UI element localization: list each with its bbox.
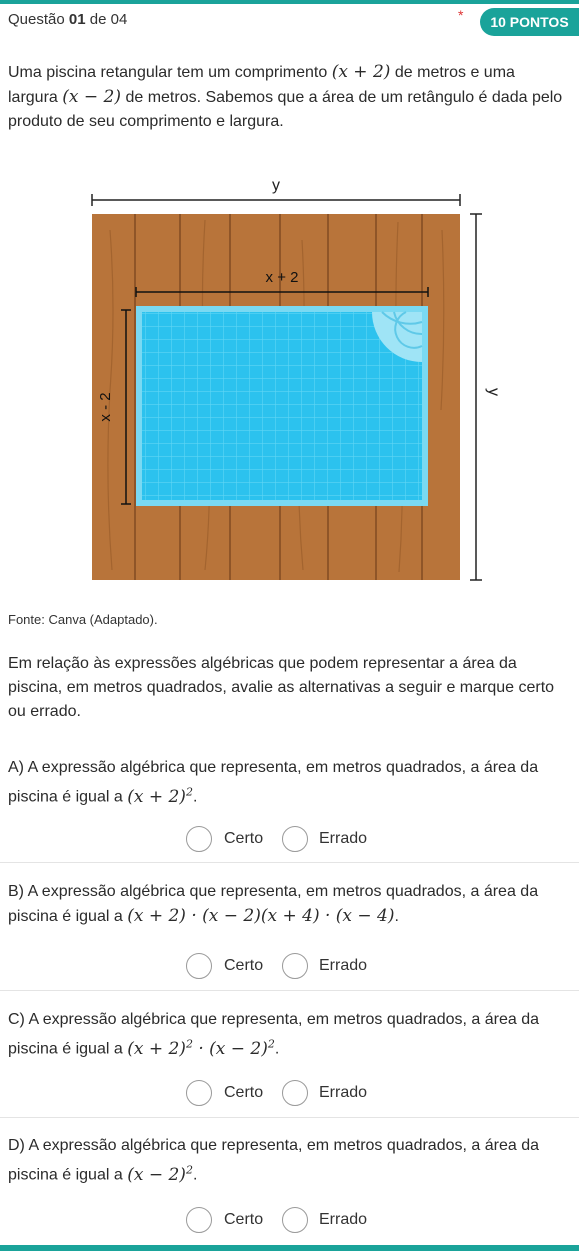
item-b-expression: (x + 2) · (x − 2)(x + 4) · (x − 4) xyxy=(127,906,395,926)
figure-label-width: x - 2 xyxy=(97,392,114,422)
divider xyxy=(0,1117,579,1118)
item-a-statement: A) A expressão algébrica que representa, em metros quadrados, a área da piscina é igual a $(x + 2)^2$. xyxy=(8,759,539,807)
pool-figure xyxy=(80,170,500,590)
pool-rectangle xyxy=(136,306,428,506)
figure-caption: Fonte: Canva (Adaptado). xyxy=(8,612,158,627)
width-expression: (x − 2) xyxy=(62,87,121,107)
item-b-errado-label[interactable]: Errado xyxy=(319,957,368,974)
item-c-options xyxy=(186,1080,406,1108)
item-c-certo-label[interactable]: Certo xyxy=(224,1084,264,1101)
item-b-options xyxy=(186,953,406,981)
figure-label-top: y xyxy=(272,177,280,194)
item-d-errado-radio[interactable] xyxy=(282,1207,308,1233)
item-c-statement: C) A expressão algébrica que representa, em metros quadrados, a área da piscina é igual a $(x + 2)^2 \cdot (x - 2)^2$. xyxy=(8,1011,539,1059)
item-a-certo-label[interactable]: Certo xyxy=(224,830,264,847)
item-b-statement: B) A expressão algébrica que representa, em metros quadrados, a área da piscina é igual a (x + 2) · (x − 2)(x + 4) · (x − 4). xyxy=(8,883,539,926)
item-a-errado-radio[interactable] xyxy=(282,826,308,852)
question-prompt: Em relação às expressões algébricas que podem representar a área da piscina, em metros quadrados, avalie as alternativas a seguir e marque certo ou errado. xyxy=(8,655,555,720)
item-c-expression: $(x + 2)^2 \cdot (x - 2)^2$ xyxy=(127,1037,275,1059)
question-counter: Questão 01 de 04 xyxy=(8,11,128,28)
required-mark: * xyxy=(458,7,464,23)
item-a-certo-radio[interactable] xyxy=(186,826,212,852)
length-expression: (x + 2) xyxy=(331,62,391,82)
bottom-accent-bar xyxy=(0,1245,579,1251)
divider xyxy=(0,990,579,991)
item-c-errado-label[interactable]: Errado xyxy=(319,1084,368,1101)
figure-label-length: x + 2 xyxy=(265,269,299,286)
item-b-certo-label[interactable]: Certo xyxy=(224,957,264,974)
item-d-statement: D) A expressão algébrica que representa, em metros quadrados, a área da piscina é igual a $(x - 2)^2$. xyxy=(8,1137,539,1185)
item-a-options xyxy=(186,826,406,854)
item-d-expression: $(x - 2)^2$ xyxy=(127,1163,193,1185)
item-d-certo-radio[interactable] xyxy=(186,1207,212,1233)
question-intro: Uma piscina retangular tem um comprimento (x + 2) de metros e uma largura (x − 2) de metros. Sabemos que a área de um retângulo é dada pelo produto de seu comprimento e largura. xyxy=(8,62,563,130)
points-badge: 10 PONTOS xyxy=(480,8,579,36)
item-c-errado-radio[interactable] xyxy=(282,1080,308,1106)
item-d-options xyxy=(186,1207,406,1235)
item-d-errado-label[interactable]: Errado xyxy=(319,1211,368,1228)
item-a-expression: $(x + 2)^2$ xyxy=(127,785,193,807)
item-b-certo-radio[interactable] xyxy=(186,953,212,979)
item-d-certo-label[interactable]: Certo xyxy=(224,1211,264,1228)
question-header xyxy=(0,4,579,38)
figure-label-right: y xyxy=(485,388,502,396)
item-a-errado-label[interactable]: Errado xyxy=(319,830,368,847)
item-c-certo-radio[interactable] xyxy=(186,1080,212,1106)
divider xyxy=(0,862,579,863)
item-b-errado-radio[interactable] xyxy=(282,953,308,979)
